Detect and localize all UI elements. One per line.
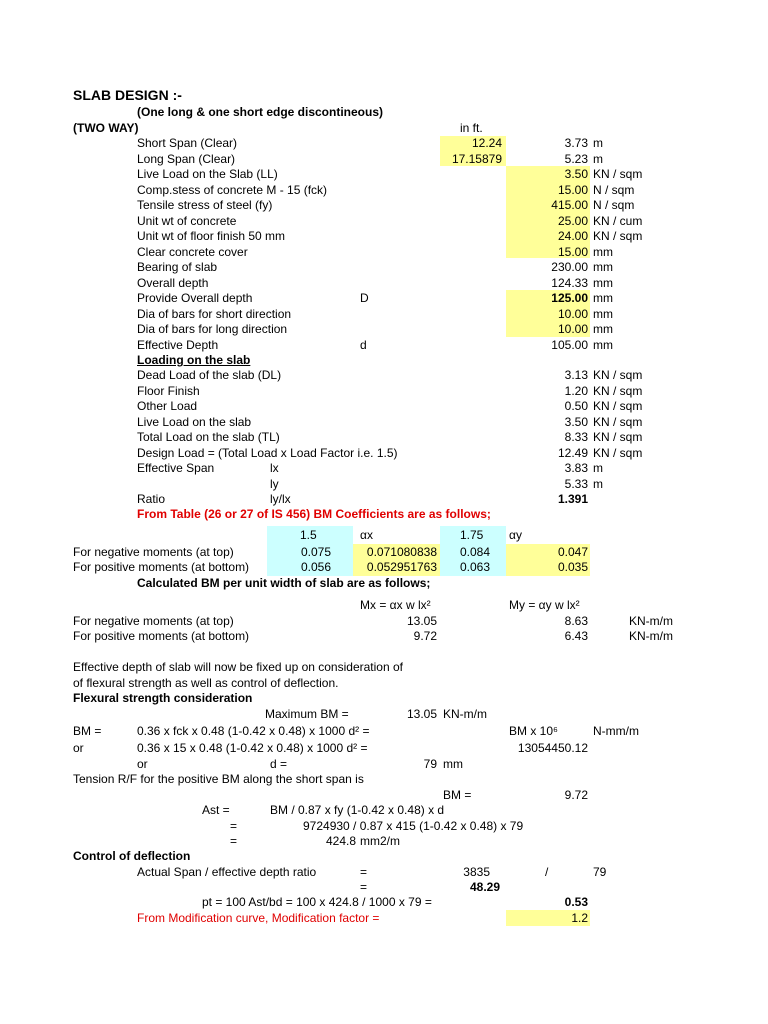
load-label: Dead Load of the slab (DL) xyxy=(137,368,282,382)
bm-formula-2-val: 13054450.12 xyxy=(517,741,588,755)
load-unit: KN / sqm xyxy=(593,414,643,429)
bm2-label: BM = xyxy=(443,788,472,802)
load-unit: KN / sqm xyxy=(593,430,643,444)
input-label: Overall depth xyxy=(137,275,209,290)
coef-h2: 1.75 xyxy=(460,528,484,542)
load-value: 12.49 xyxy=(557,445,588,460)
defl-heading: Control of deflection xyxy=(73,849,191,863)
ratio-val: 48.29 xyxy=(469,880,500,894)
max-bm-val: 13.05 xyxy=(406,707,437,721)
coef-pos-label: For positive moments (at bottom) xyxy=(73,560,250,574)
bm2-val: 9.72 xyxy=(564,788,588,802)
coef-neg-1: 0.075 xyxy=(300,545,331,559)
input-label: Unit wt of concrete xyxy=(137,213,237,228)
input-unit: mm xyxy=(593,322,613,336)
load-symbol: ly xyxy=(270,476,279,491)
input-label: Dia of bars for long direction xyxy=(137,322,288,336)
input-label: Comp.stess of concrete M - 15 (fck) xyxy=(137,182,328,197)
input-value: 10.00 xyxy=(557,322,588,336)
coef-pos-1: 0.056 xyxy=(300,560,331,574)
input-value: 10.00 xyxy=(557,306,588,321)
input-unit: KN / sqm xyxy=(593,229,643,243)
calc-heading: Calculated BM per unit width of slab are as follows; xyxy=(137,576,431,590)
input-unit: mm xyxy=(593,275,613,290)
depth-val: 79 xyxy=(593,865,607,879)
max-bm-unit: KN-m/m xyxy=(443,707,487,721)
input-value: 105.00 xyxy=(551,337,588,352)
ratio-eq-2: = xyxy=(360,880,368,894)
or-label-2: or xyxy=(137,757,148,771)
d-unit: mm xyxy=(443,757,463,771)
load-label: Floor Finish xyxy=(137,383,200,398)
coef-h1: 1.5 xyxy=(300,528,317,542)
load-symbol: lx xyxy=(270,461,279,475)
input-value: 3.73 xyxy=(564,136,588,150)
load-value: 3.50 xyxy=(564,414,588,429)
subtitle: (One long & one short edge discontineous) xyxy=(137,105,384,119)
input-unit: KN / sqm xyxy=(593,167,643,181)
input-label: Clear concrete cover xyxy=(137,244,248,259)
tension-text: Tension R/F for the positive BM along the short span is xyxy=(73,772,364,786)
ast-val: 424.8 xyxy=(325,834,356,848)
d-label: d = xyxy=(270,757,288,771)
eff-text-1: Effective depth of slab will now be fixed up on consideration of xyxy=(73,660,403,674)
load-value: 1.20 xyxy=(564,383,588,398)
coef-pos-2: 0.052951763 xyxy=(366,560,437,574)
page-title: SLAB DESIGN :- xyxy=(73,87,182,103)
input-value: 5.23 xyxy=(564,151,588,166)
coef-neg-label: For negative moments (at top) xyxy=(73,545,234,559)
pt-label: pt = 100 Ast/bd = 100 x 424.8 / 1000 x 79 = xyxy=(202,895,432,909)
input-value: 3.50 xyxy=(564,167,588,181)
ast-eq-1: = xyxy=(230,819,238,833)
bm-unit-2: KN-m/m xyxy=(629,629,673,643)
d-val: 79 xyxy=(423,757,437,771)
bm-pos-mx: 9.72 xyxy=(413,629,437,643)
coef-neg-3: 0.084 xyxy=(459,545,490,559)
input-unit: mm xyxy=(593,260,613,274)
input-label: Effective Depth xyxy=(137,337,219,352)
load-value: 3.83 xyxy=(564,461,588,475)
bm-formula-1: 0.36 x fck x 0.48 (1-0.42 x 0.48) x 1000 d² = xyxy=(137,724,370,738)
input-value: 15.00 xyxy=(557,182,588,197)
two-way-label: (TWO WAY) xyxy=(73,121,139,135)
input-label: Tensile stress of steel (fy) xyxy=(137,198,273,212)
input-unit: m xyxy=(593,151,603,166)
mx-formula: Mx = αx w lx² xyxy=(360,598,431,612)
input-unit: mm xyxy=(593,244,613,259)
eff-text-2: of flexural strength as well as control of deflection. xyxy=(73,676,339,690)
bm-x-10-6: BM x 10⁶ xyxy=(509,724,558,738)
load-label: Effective Span xyxy=(137,461,215,475)
input-symbol: d xyxy=(360,337,367,352)
input-symbol: D xyxy=(360,291,369,305)
input-unit: mm xyxy=(593,306,613,321)
input-label: Provide Overall depth xyxy=(137,291,253,305)
load-unit: KN / sqm xyxy=(593,445,643,460)
ratio-label: Actual Span / effective depth ratio xyxy=(137,865,317,879)
input-label: Short Span (Clear) xyxy=(137,136,238,150)
pt-val: 0.53 xyxy=(564,895,588,909)
bm-formula-2: 0.36 x 15 x 0.48 (1-0.42 x 0.48) x 1000 d² = xyxy=(137,741,368,755)
coef-pos-3: 0.063 xyxy=(459,560,490,574)
alpha-x-symbol: αx xyxy=(360,528,373,542)
table-note: From Table (26 or 27 of IS 456) BM Coefficients are as follows; xyxy=(137,507,491,521)
bm-neg-label: For negative moments (at top) xyxy=(73,614,234,628)
load-label: Total Load on the slab (TL) xyxy=(137,430,280,444)
load-unit: m xyxy=(593,461,603,475)
bm-neg-my: 8.63 xyxy=(564,614,588,628)
bm-neg-mx: 13.05 xyxy=(406,614,437,628)
load-label: Other Load xyxy=(137,399,198,413)
ast-label: Ast = xyxy=(202,803,230,817)
coef-neg-2: 0.071080838 xyxy=(366,545,437,559)
bm-pos-label: For positive moments (at bottom) xyxy=(73,629,250,643)
bm-pos-my: 6.43 xyxy=(564,629,588,643)
input-ft-value: 17.15879 xyxy=(451,151,502,166)
alpha-y-symbol: αy xyxy=(509,528,522,542)
input-label: Bearing of slab xyxy=(137,260,218,274)
load-unit: m xyxy=(593,476,603,491)
input-label: Long Span (Clear) xyxy=(137,151,236,166)
slash: / xyxy=(545,865,549,879)
input-value: 415.00 xyxy=(551,198,588,212)
ratio-eq-1: = xyxy=(360,865,368,879)
load-label: Ratio xyxy=(137,492,166,506)
input-value: 230.00 xyxy=(551,260,588,274)
ast-formula-2: 9724930 / 0.87 x 415 (1-0.42 x 0.48) x 79 xyxy=(303,819,524,833)
input-unit: mm xyxy=(593,337,613,352)
load-value: 0.50 xyxy=(564,399,588,413)
max-bm-label: Maximum BM = xyxy=(265,707,349,721)
coef-pos-4: 0.035 xyxy=(557,560,588,574)
load-value: 1.391 xyxy=(557,492,588,506)
load-label: Live Load on the slab xyxy=(137,414,252,429)
ast-eq-2: = xyxy=(230,834,238,848)
input-unit: mm xyxy=(593,291,613,305)
input-unit: m xyxy=(593,136,603,150)
input-value: 124.33 xyxy=(551,275,588,290)
input-label: Unit wt of floor finish 50 mm xyxy=(137,229,286,243)
input-value: 25.00 xyxy=(557,213,588,228)
load-unit: KN / sqm xyxy=(593,368,643,382)
load-symbol: ly/lx xyxy=(270,492,291,506)
input-label: Live Load on the Slab (LL) xyxy=(137,167,278,181)
load-unit: KN / sqm xyxy=(593,383,643,398)
input-label: Dia of bars for short direction xyxy=(137,306,292,321)
my-formula: My = αy w lx² xyxy=(509,598,580,612)
input-value: 125.00 xyxy=(551,291,588,305)
mod-val: 1.2 xyxy=(571,911,588,925)
load-unit: KN / sqm xyxy=(593,399,643,413)
bm-eq-label: BM = xyxy=(73,724,102,738)
load-value: 3.13 xyxy=(564,368,588,382)
coef-neg-4: 0.047 xyxy=(557,545,588,559)
mod-label: From Modification curve, Modification factor = xyxy=(137,911,380,925)
bm-unit-1: KN-m/m xyxy=(629,614,673,628)
bm-unit-nmm: N-mm/m xyxy=(593,724,639,738)
load-value: 5.33 xyxy=(564,476,588,491)
flex-heading: Flexural strength consideration xyxy=(73,691,253,705)
input-ft-value: 12.24 xyxy=(471,136,502,150)
ast-unit: mm2/m xyxy=(360,834,400,848)
input-unit: KN / cum xyxy=(593,213,643,228)
input-value: 15.00 xyxy=(557,244,588,259)
ast-formula: BM / 0.87 x fy (1-0.42 x 0.48) x d xyxy=(270,803,445,817)
input-unit: N / sqm xyxy=(593,198,635,212)
load-label: Design Load = (Total Load x Load Factor i.e. 1.5) xyxy=(137,445,398,460)
or-label-1: or xyxy=(73,741,84,755)
in-ft-label: in ft. xyxy=(460,121,483,135)
loading-heading: Loading on the slab xyxy=(137,353,251,367)
input-value: 24.00 xyxy=(557,229,588,243)
span-val: 3835 xyxy=(463,865,490,879)
load-value: 8.33 xyxy=(564,430,588,444)
input-unit: N / sqm xyxy=(593,182,635,197)
